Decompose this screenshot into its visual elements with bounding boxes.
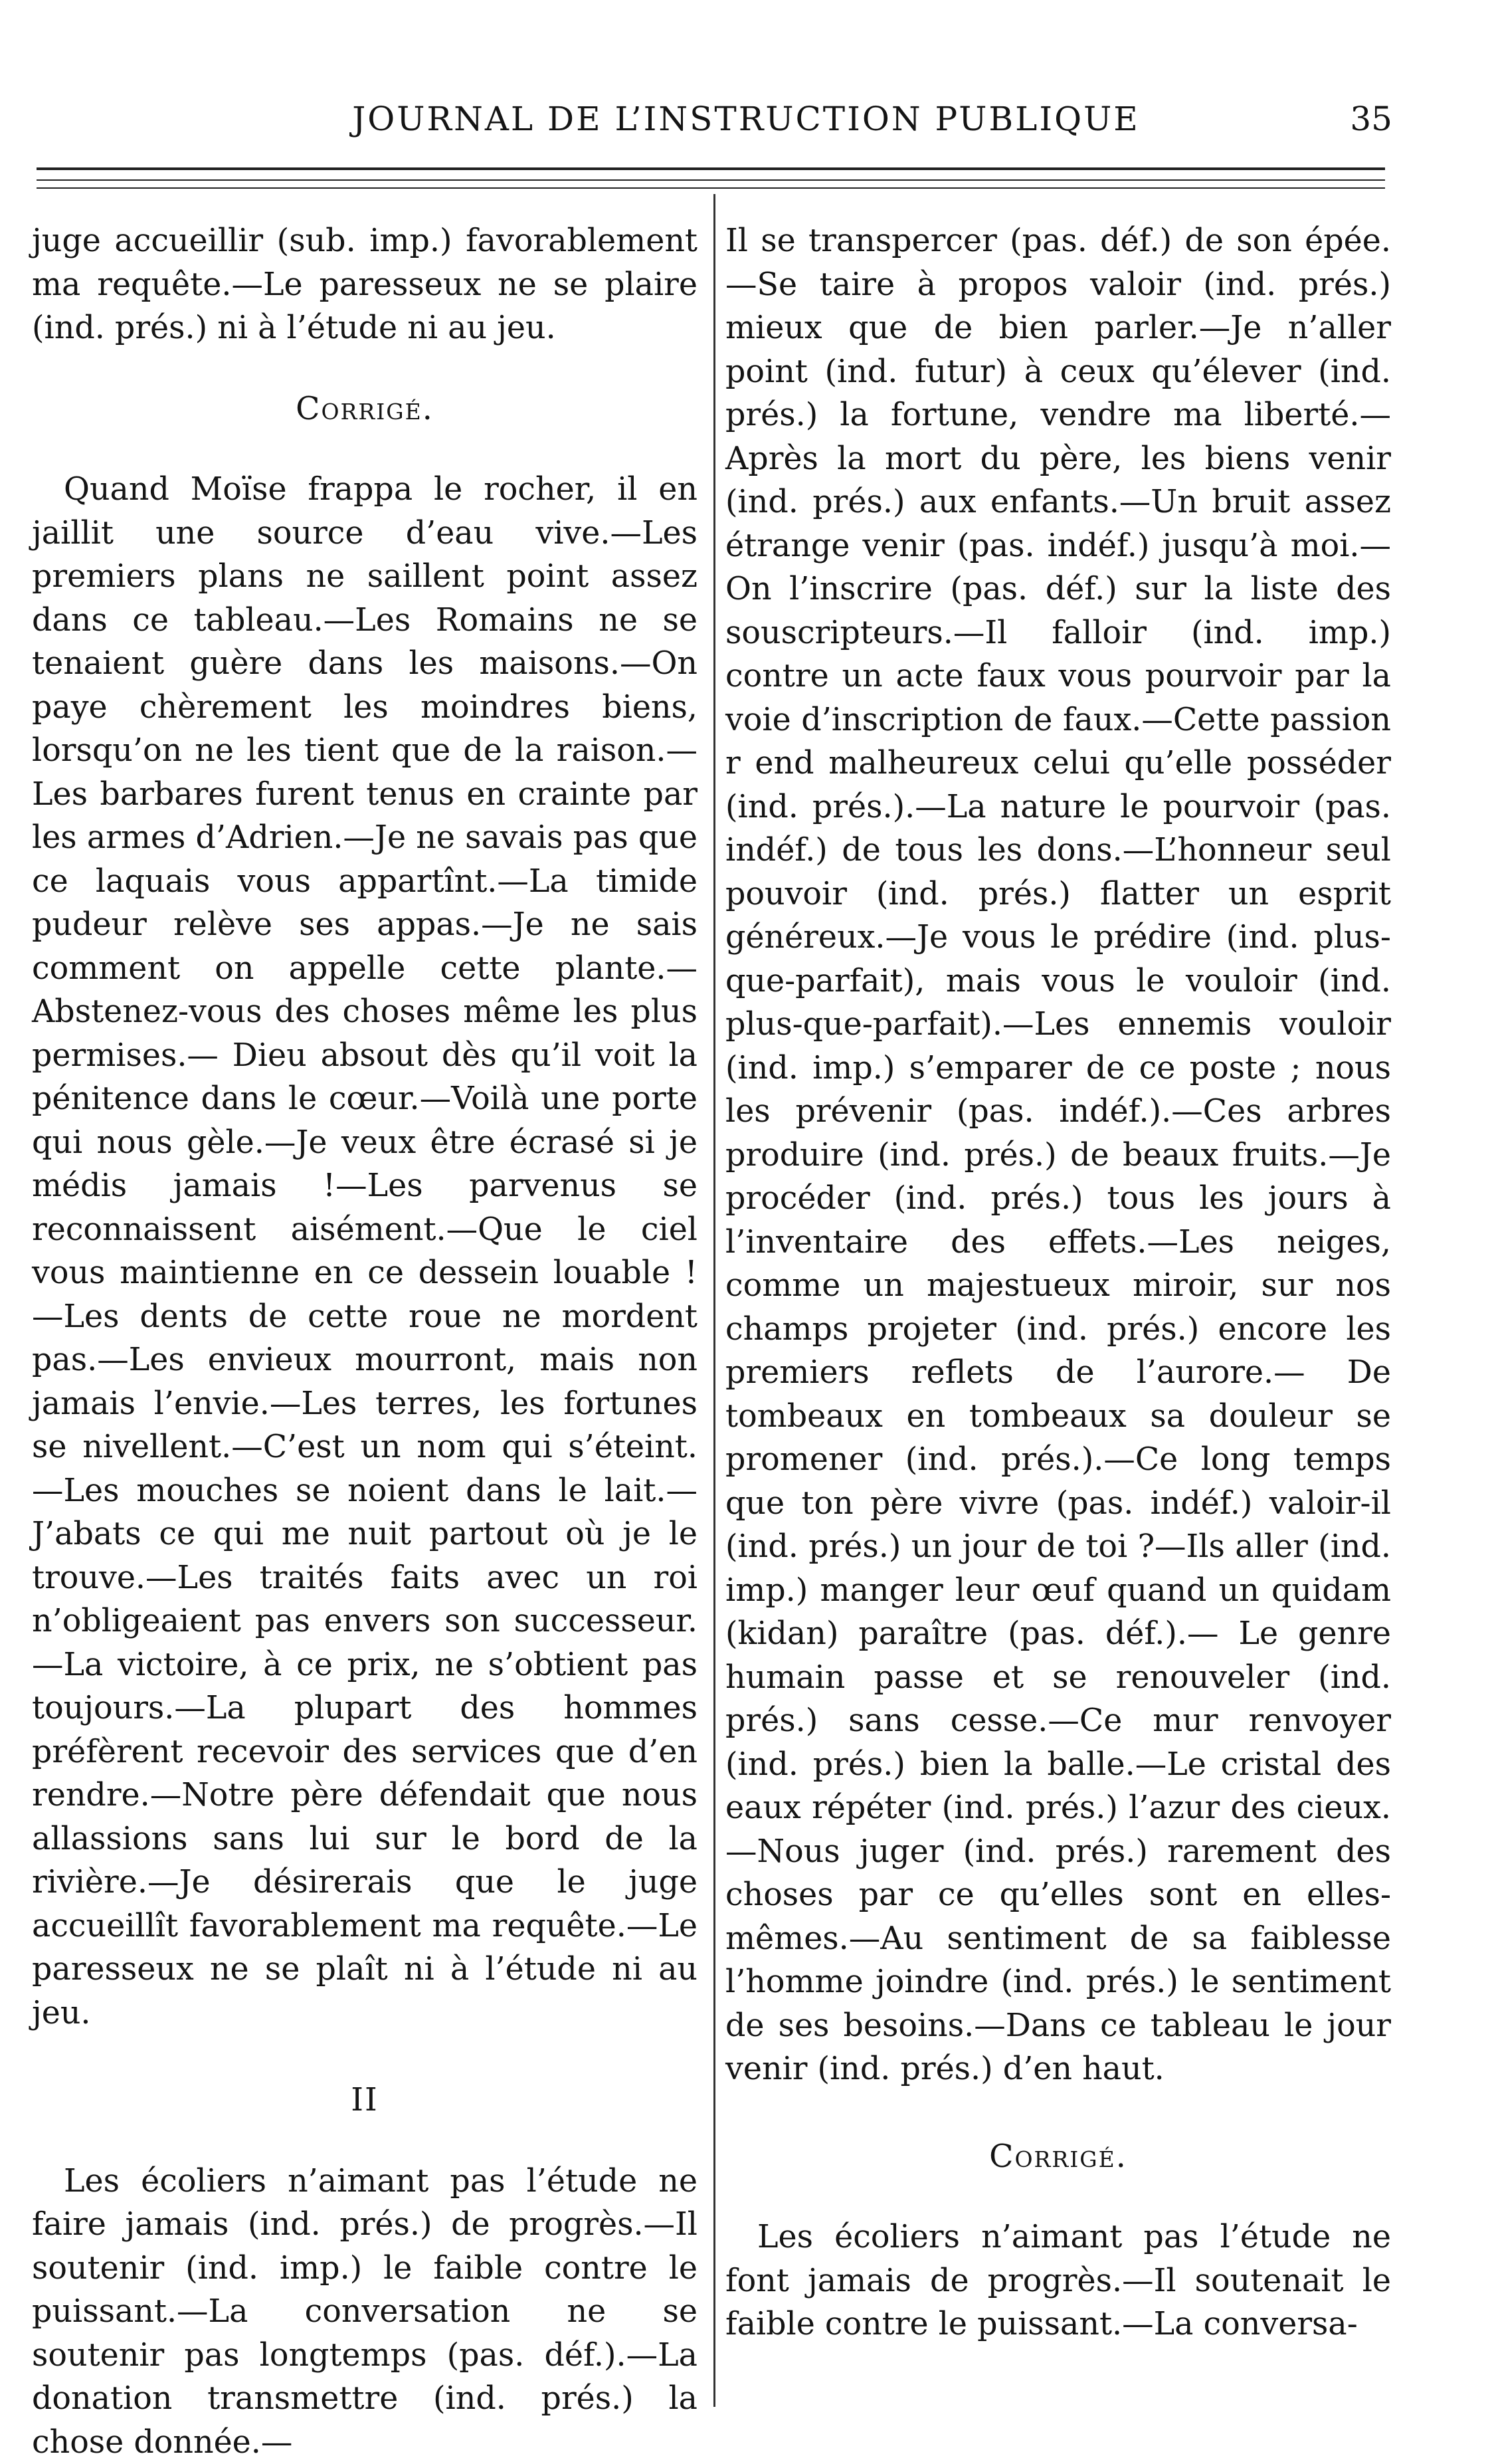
- header-rule-thick: [37, 167, 1385, 170]
- right-column: [725, 219, 1391, 2346]
- exercise-paragraph-left: Les écoliers n’aimant pas l’étude ne faire jamais (ind. prés.) de progrès.—Il soutenir (ind. imp.) le faible contre le puissant.—La conversation ne se soutenir pas longtemps (pas. déf.).—La donation transmettre (ind. prés.) la chose donnée.—: [32, 2160, 698, 2464]
- left-intro-paragraph: juge accueillir (sub. imp.) favorablement ma requête.—Le paresseux ne se plaire (ind. prés.) ni à l’étude ni au jeu.: [32, 219, 698, 350]
- page-number: 35: [1350, 100, 1392, 138]
- header-rule-thin: [37, 179, 1385, 181]
- corrige-paragraph-right: Les écoliers n’aimant pas l’étude ne font jamais de progrès.—Il soutenait le faible contre le puissant.—La conversa-: [725, 2215, 1391, 2346]
- corrige-heading-right: Corrigé.: [725, 2135, 1391, 2179]
- exercise-paragraph-right: Il se transpercer (pas. déf.) de son épée.—Se taire à propos valoir (ind. prés.) mieux que de bien parler.—Je n’aller point (ind. futur) à ceux qu’élever (ind. prés.) la fortune, vendre ma liberté.—Après la mort du père, les biens venir (ind. prés.) aux enfants.—Un bruit assez étrange venir (pas. indéf.) jusqu’à moi.—On l’inscrire (pas. déf.) sur la liste des souscripteurs.—Il falloir (ind. imp.) contre un acte faux vous pourvoir par la voie d’inscription de faux.—Cette passion r end malheureux celui qu’elle posséder (ind. prés.).—La nature le pourvoir (pas. indéf.) de tous les dons.—L’honneur seul pouvoir (ind. prés.) flatter un esprit généreux.—Je vous le prédire (ind. plus-que-parfait), mais vous le vouloir (ind. plus-que-parfait).—Les ennemis vouloir (ind. imp.) s’emparer de ce poste ; nous les prévenir (pas. indéf.).—Ces arbres produire (ind. prés.) de beaux fruits.—Je procéder (ind. prés.) tous les jours à l’inventaire des effets.—Les neiges, comme un majestueux miroir, sur nos champs projeter (ind. prés.) encore les premiers reflets de l’aurore.— De tombeaux en tombeaux sa douleur se promener (ind. prés.).—Ce long temps que ton père vivre (pas. indéf.) valoir-il (ind. prés.) un jour de toi ?—Ils aller (ind. imp.) manger leur œuf quand un quidam (kidan) paraître (pas. déf.).— Le genre humain passe et se renouveler (ind. prés.) sans cesse.—Ce mur renvoyer (ind. prés.) bien la balle.—Le cristal des eaux répéter (ind. prés.) l’azur des cieux.—Nous juger (ind. prés.) rarement des choses par ce qu’elles sont en elles-mêmes.—Au sentiment de sa faiblesse l’homme joindre (ind. prés.) le sentiment de ses besoins.—Dans ce tableau le jour venir (ind. prés.) d’en haut.: [725, 219, 1391, 2091]
- section-numeral: II: [32, 2079, 698, 2122]
- running-title: JOURNAL DE L’INSTRUCTION PUBLIQUE: [0, 100, 1492, 138]
- corrige-paragraph-left: Quand Moïse frappa le rocher, il en jaillit une source d’eau vive.—Les premiers plans ne saillent point assez dans ce tableau.—Les Romains ne se tenaient guère dans les maisons.—On paye chèrement les moindres biens, lorsqu’on ne les tient que de la raison.—Les barbares furent tenus en crainte par les armes d’Adrien.—Je ne savais pas que ce laquais vous appartînt.—La timide pudeur relève ses appas.—Je ne sais comment on appelle cette plante.—Abstenez-vous des choses même les plus permises.— Dieu absout dès qu’il voit la pénitence dans le cœur.—Voilà une porte qui nous gèle.—Je veux être écrasé si je médis jamais !—Les parvenus se reconnaissent aisément.—Que le ciel vous maintienne en ce dessein louable !—Les dents de cette roue ne mordent pas.—Les envieux mourront, mais non jamais l’envie.—Les terres, les fortunes se nivellent.—C’est un nom qui s’éteint.—Les mouches se noient dans le lait.—J’abats ce qui me nuit partout où je le trouve.—Les traités faits avec un roi n’obligeaient pas envers son successeur.—La victoire, à ce prix, ne s’obtient pas toujours.—La plupart des hommes préfèrent recevoir des services que d’en rendre.—Notre père défendait que nous allassions sans lui sur le bord de la rivière.—Je désirerais que le juge accueillît favorablement ma requête.—Le paresseux ne se plaît ni à l’étude ni au jeu.: [32, 468, 698, 2035]
- left-column: [32, 219, 698, 2464]
- header-rule-thin-lower: [37, 187, 1385, 189]
- corrige-heading-left: Corrigé.: [32, 387, 698, 431]
- column-divider: [713, 194, 715, 2407]
- page-header: [0, 100, 1492, 146]
